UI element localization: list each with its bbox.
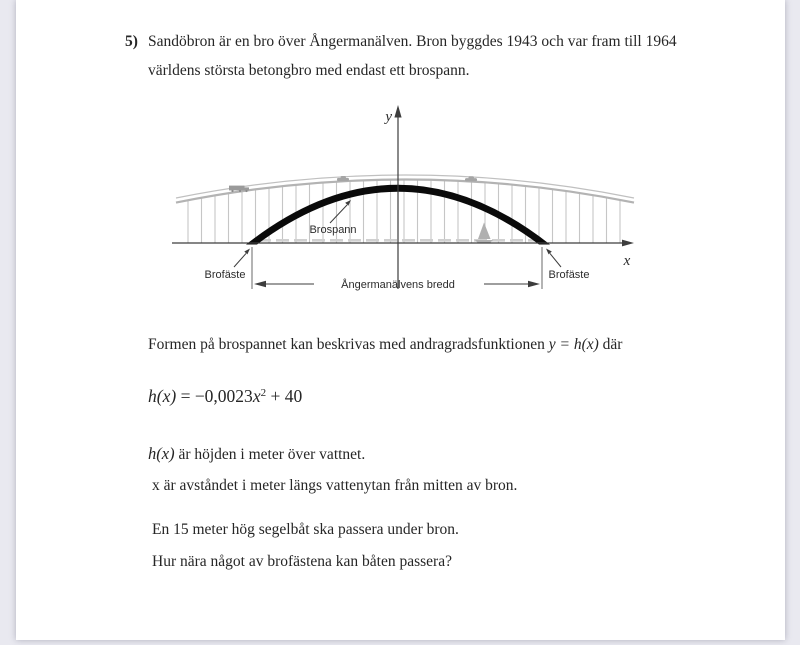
brofaste-right-arrowhead: [546, 249, 552, 255]
question-line1: En 15 meter hög segelbåt ska passera under bron.: [152, 521, 459, 538]
brofaste-left-arrow: [234, 254, 246, 268]
formula-equals: =: [180, 386, 191, 406]
problem-number: 5): [125, 33, 138, 50]
y-axis-arrowhead: [394, 105, 401, 118]
intro-math: y = h(x): [548, 336, 599, 353]
document-page: [16, 0, 785, 640]
brospann-arrow: [330, 205, 347, 223]
bridge-diagram: [170, 100, 640, 300]
question-line2: Hur nära något av brofästena kan båten passera?: [152, 553, 452, 570]
formula-variable: x: [252, 386, 261, 406]
x-axis-arrowhead: [622, 240, 634, 247]
x-axis-label: x: [623, 253, 631, 269]
distance-description: x är avståndet i meter längs vattenytan från mitten av bron.: [152, 477, 518, 494]
height-description: [148, 444, 365, 464]
brofaste-left-arrowhead: [244, 249, 250, 255]
formula-exponent: 2: [260, 387, 267, 399]
height-description-math: h(x): [148, 444, 175, 463]
formula-func: h(x): [148, 386, 177, 406]
function-intro: [148, 336, 622, 354]
brospann-label: Brospann: [309, 224, 357, 236]
brofaste-left-label: Brofäste: [204, 269, 246, 281]
formula-constant: + 40: [270, 386, 303, 406]
brofaste-right-arrow: [550, 254, 561, 268]
brofaste-right-label: Brofäste: [548, 269, 590, 281]
y-axis-label: y: [385, 109, 392, 125]
problem-text-line1: Sandöbron är en bro över Ångermanälven. Bron byggdes 1943 och var fram till 1964: [148, 33, 677, 50]
width-dim-arrowhead-left: [254, 281, 266, 287]
intro-text: Formen på brospannet kan beskrivas med andragradsfunktionen: [148, 336, 545, 353]
width-label: Ångermanälvens bredd: [341, 279, 455, 291]
height-description-text: är höjden i meter över vattnet.: [178, 446, 366, 463]
problem-text-line2: världens största betongbro med endast ett brospann.: [148, 62, 470, 79]
intro-tail: där: [602, 336, 623, 353]
function-formula: [148, 386, 302, 407]
formula-coefficient: −0,0023: [194, 386, 253, 406]
width-dim-arrowhead-right: [528, 281, 540, 287]
